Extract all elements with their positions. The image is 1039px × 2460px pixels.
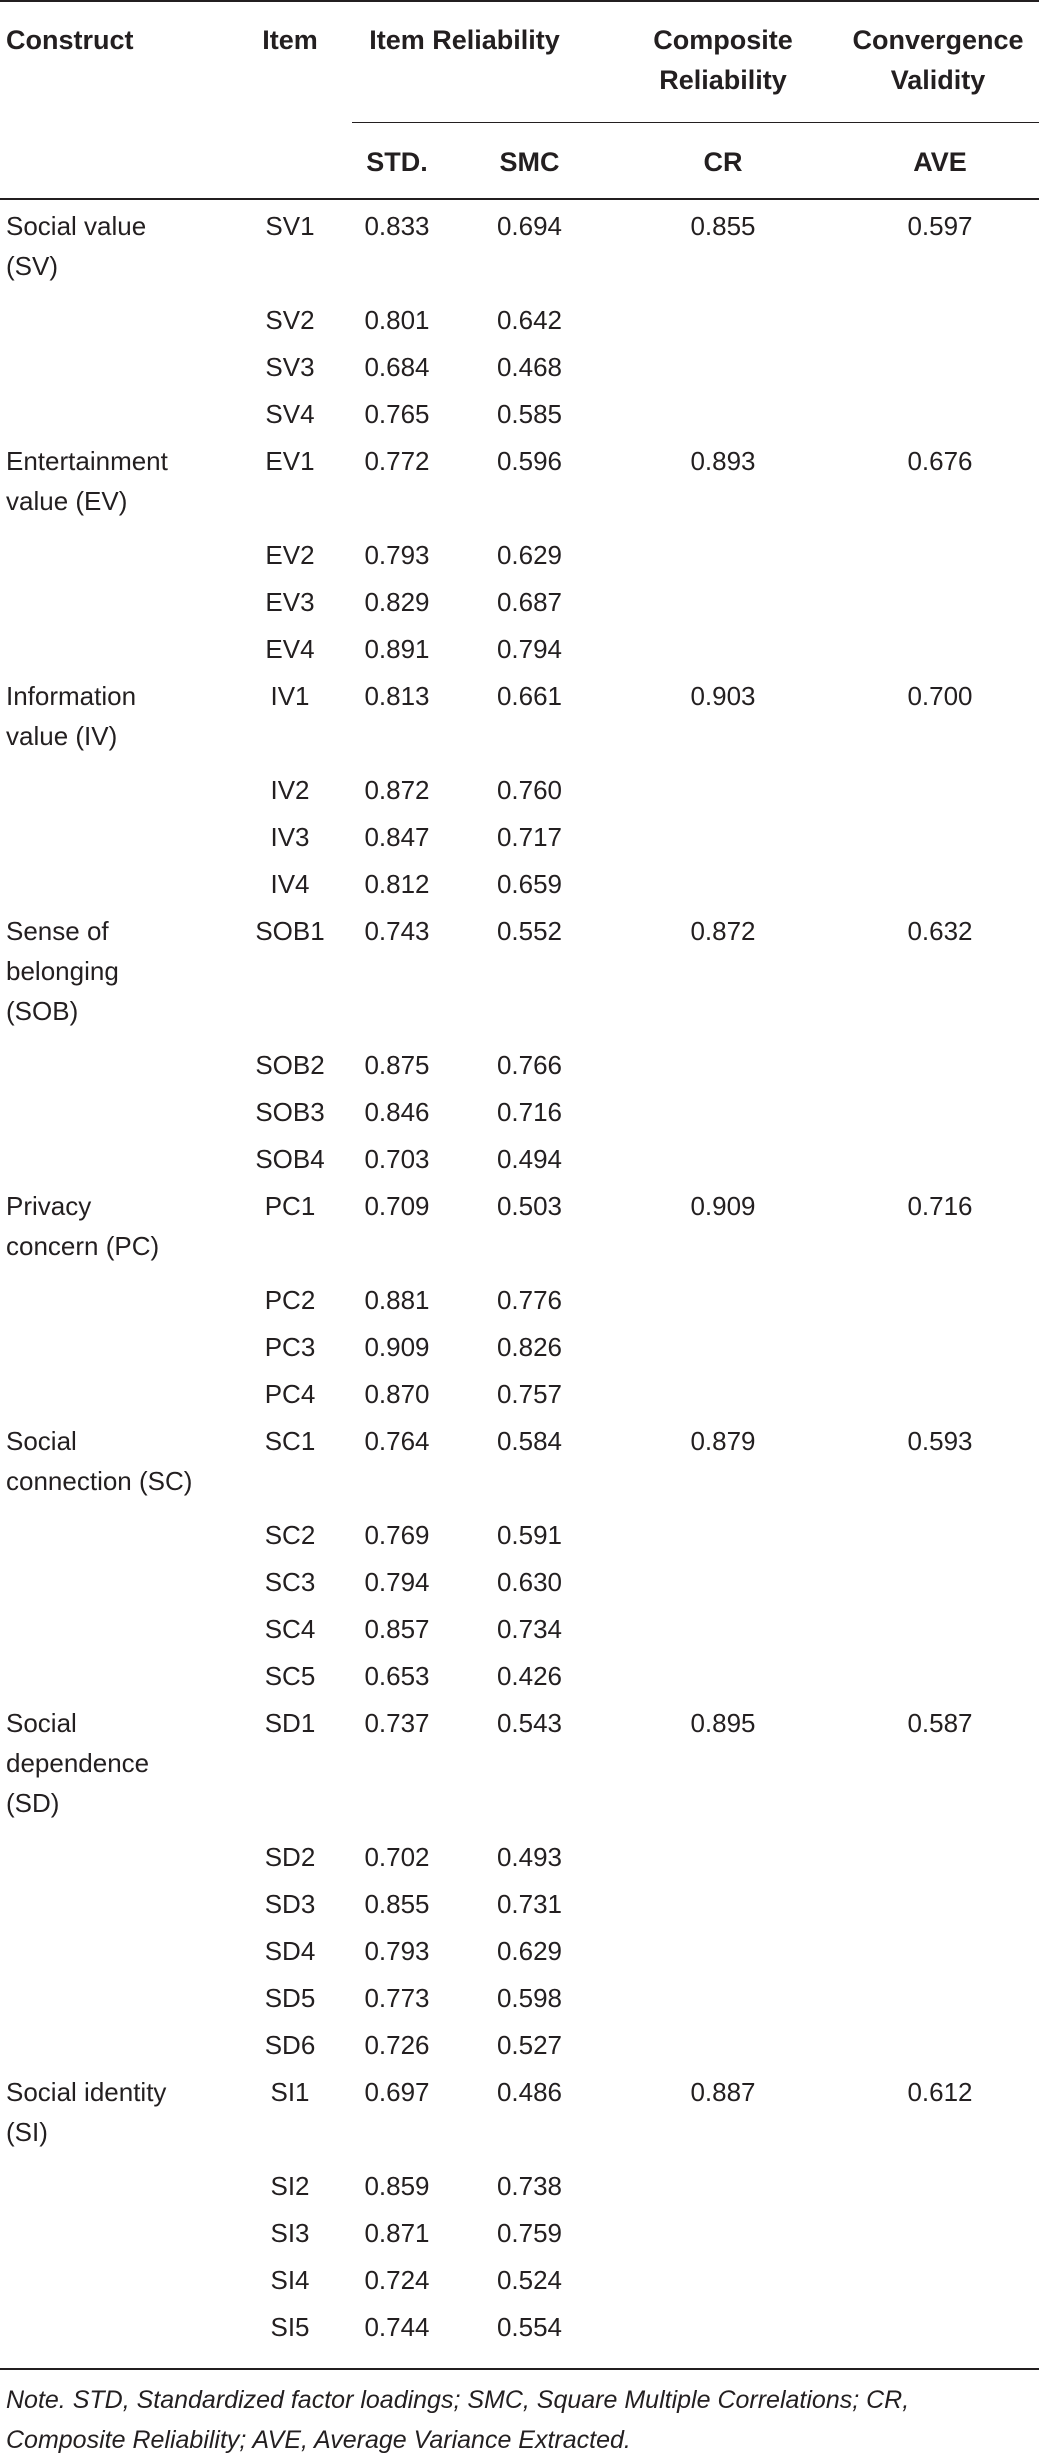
header-convergence-line1: Convergence xyxy=(852,25,1024,55)
item-code: SD5 xyxy=(264,1983,316,2013)
table-row xyxy=(0,441,1039,535)
construct-name-line: Entertainment xyxy=(6,446,168,476)
std-value: 0.703 xyxy=(364,1144,430,1174)
table-row xyxy=(0,911,1039,1045)
table-row xyxy=(0,1884,1039,1931)
header-divider xyxy=(352,122,1039,123)
construct-name-line: Social identity xyxy=(6,2077,167,2107)
std-value: 0.881 xyxy=(364,1285,430,1315)
table-note-text xyxy=(0,2370,1039,2460)
table-row xyxy=(0,1374,1039,1421)
smc-value: 0.776 xyxy=(496,1285,563,1315)
std-value: 0.744 xyxy=(364,2312,430,2342)
std-value: 0.891 xyxy=(364,634,430,664)
item-code: SV3 xyxy=(265,352,315,382)
std-value: 0.875 xyxy=(364,1050,430,1080)
smc-value: 0.717 xyxy=(496,822,563,852)
table-row xyxy=(0,2166,1039,2213)
item-code: PC2 xyxy=(264,1285,316,1315)
smc-value: 0.630 xyxy=(496,1567,563,1597)
construct-name-line: (SD) xyxy=(6,1788,60,1818)
item-code: SC3 xyxy=(264,1567,316,1597)
item-code: SI3 xyxy=(270,2218,310,2248)
table-row xyxy=(0,394,1039,441)
table-row xyxy=(0,347,1039,394)
std-value: 0.829 xyxy=(364,587,430,617)
smc-value: 0.757 xyxy=(496,1379,563,1409)
smc-value: 0.596 xyxy=(496,446,563,476)
construct-name-line: (SOB) xyxy=(6,996,79,1026)
smc-value: 0.591 xyxy=(496,1520,563,1550)
construct-name xyxy=(6,1421,216,1501)
std-value: 0.702 xyxy=(364,1842,430,1872)
header-smc: SMC xyxy=(499,147,560,177)
item-code: EV1 xyxy=(265,446,315,476)
smc-value: 0.642 xyxy=(496,305,563,335)
item-code: SC4 xyxy=(264,1614,316,1644)
table-note xyxy=(0,2368,1039,2460)
smc-value: 0.503 xyxy=(496,1191,563,1221)
ave-value: 0.632 xyxy=(907,916,973,946)
smc-value: 0.759 xyxy=(496,2218,563,2248)
table-row xyxy=(0,1978,1039,2025)
smc-value: 0.661 xyxy=(496,681,563,711)
std-value: 0.859 xyxy=(364,2171,430,2201)
item-code: PC4 xyxy=(264,1379,316,1409)
construct-name-line: Social value xyxy=(6,211,147,241)
item-code: SOB3 xyxy=(255,1097,325,1127)
smc-value: 0.527 xyxy=(496,2030,563,2060)
table-row xyxy=(0,582,1039,629)
construct-name-line: (SV) xyxy=(6,251,58,281)
construct-name xyxy=(6,676,216,756)
ave-value: 0.716 xyxy=(907,1191,973,1221)
std-value: 0.833 xyxy=(364,211,430,241)
std-value: 0.793 xyxy=(364,540,430,570)
header-convergence-line2: Validity xyxy=(890,65,986,95)
smc-value: 0.694 xyxy=(496,211,563,241)
std-value: 0.847 xyxy=(364,822,430,852)
std-value: 0.769 xyxy=(364,1520,430,1550)
std-value: 0.812 xyxy=(364,869,430,899)
smc-value: 0.731 xyxy=(496,1889,563,1919)
item-code: IV4 xyxy=(270,869,310,899)
item-code: PC1 xyxy=(264,1191,316,1221)
construct-name-line: value (IV) xyxy=(6,721,118,751)
item-code: SOB4 xyxy=(255,1144,325,1174)
ave-value: 0.587 xyxy=(907,1708,973,1738)
table-row xyxy=(0,1931,1039,1978)
note-line: Note. STD, Standardized factor loadings; SMC, Square Multiple Correlations; CR, xyxy=(6,2386,910,2414)
ave-value: 0.597 xyxy=(907,211,973,241)
smc-value: 0.687 xyxy=(496,587,563,617)
table-row xyxy=(0,770,1039,817)
smc-value: 0.494 xyxy=(496,1144,563,1174)
item-code: SC1 xyxy=(264,1426,316,1456)
item-code: PC3 xyxy=(264,1332,316,1362)
construct-name-line: value (EV) xyxy=(6,486,128,516)
item-code: SD6 xyxy=(264,2030,316,2060)
item-code: IV2 xyxy=(270,775,310,805)
std-value: 0.871 xyxy=(364,2218,430,2248)
construct-name-line: Privacy xyxy=(6,1191,92,1221)
item-code: IV1 xyxy=(270,681,310,711)
construct-name-line: (SI) xyxy=(6,2117,48,2147)
header-cr: CR xyxy=(703,147,743,177)
smc-value: 0.493 xyxy=(496,1842,563,1872)
std-value: 0.684 xyxy=(364,352,430,382)
item-code: SOB2 xyxy=(255,1050,325,1080)
table-row xyxy=(0,1280,1039,1327)
std-value: 0.764 xyxy=(364,1426,430,1456)
item-code: SI2 xyxy=(270,2171,310,2201)
smc-value: 0.629 xyxy=(496,1936,563,1966)
table-row xyxy=(0,1656,1039,1703)
item-code: IV3 xyxy=(270,822,310,852)
std-value: 0.794 xyxy=(364,1567,430,1597)
smc-value: 0.554 xyxy=(496,2312,563,2342)
table-row xyxy=(0,1562,1039,1609)
table-row xyxy=(0,1515,1039,1562)
smc-value: 0.794 xyxy=(496,634,563,664)
cr-value: 0.887 xyxy=(690,2077,756,2107)
construct-name xyxy=(6,1186,216,1266)
smc-value: 0.716 xyxy=(496,1097,563,1127)
table-row xyxy=(0,206,1039,300)
table-row xyxy=(0,1186,1039,1280)
table-row xyxy=(0,2072,1039,2166)
item-code: SV4 xyxy=(265,399,315,429)
smc-value: 0.585 xyxy=(496,399,563,429)
header-composite-line2: Reliability xyxy=(659,65,787,95)
cr-value: 0.893 xyxy=(690,446,756,476)
table-row xyxy=(0,2213,1039,2260)
item-code: SC5 xyxy=(264,1661,316,1691)
table-row xyxy=(0,1139,1039,1186)
item-code: SI4 xyxy=(270,2265,310,2295)
header-std: STD. xyxy=(366,147,428,177)
item-code: SD4 xyxy=(264,1936,316,1966)
item-code: SOB1 xyxy=(255,916,325,946)
std-value: 0.846 xyxy=(364,1097,430,1127)
smc-value: 0.598 xyxy=(496,1983,563,2013)
std-value: 0.726 xyxy=(364,2030,430,2060)
item-code: SD3 xyxy=(264,1889,316,1919)
header-construct: Construct xyxy=(6,25,134,55)
table-row xyxy=(0,300,1039,347)
header-ave: AVE xyxy=(913,147,967,177)
ave-value: 0.612 xyxy=(907,2077,973,2107)
cr-value: 0.872 xyxy=(690,916,756,946)
std-value: 0.870 xyxy=(364,1379,430,1409)
item-code: SD2 xyxy=(264,1842,316,1872)
std-value: 0.793 xyxy=(364,1936,430,1966)
construct-name xyxy=(6,206,216,286)
std-value: 0.909 xyxy=(364,1332,430,1362)
std-value: 0.709 xyxy=(364,1191,430,1221)
table-row xyxy=(0,1703,1039,1837)
construct-name-line: Social xyxy=(6,1426,77,1456)
std-value: 0.724 xyxy=(364,2265,430,2295)
header-composite-line1: Composite xyxy=(653,25,793,55)
std-value: 0.872 xyxy=(364,775,430,805)
std-value: 0.857 xyxy=(364,1614,430,1644)
ave-value: 0.700 xyxy=(907,681,973,711)
table-row xyxy=(0,676,1039,770)
smc-value: 0.552 xyxy=(496,916,563,946)
table-row xyxy=(0,1837,1039,1884)
table-row xyxy=(0,864,1039,911)
item-code: SV1 xyxy=(265,211,315,241)
item-code: SC2 xyxy=(264,1520,316,1550)
smc-value: 0.760 xyxy=(496,775,563,805)
std-value: 0.653 xyxy=(364,1661,430,1691)
cr-value: 0.903 xyxy=(690,681,756,711)
ave-value: 0.593 xyxy=(907,1426,973,1456)
item-code: EV2 xyxy=(265,540,315,570)
smc-value: 0.468 xyxy=(496,352,563,382)
smc-value: 0.486 xyxy=(496,2077,563,2107)
header-item: Item xyxy=(262,25,318,55)
smc-value: 0.543 xyxy=(496,1708,563,1738)
cr-value: 0.909 xyxy=(690,1191,756,1221)
std-value: 0.772 xyxy=(364,446,430,476)
smc-value: 0.584 xyxy=(496,1426,563,1456)
table-row xyxy=(0,1609,1039,1656)
smc-value: 0.629 xyxy=(496,540,563,570)
std-value: 0.737 xyxy=(364,1708,430,1738)
table-row xyxy=(0,1421,1039,1515)
smc-value: 0.734 xyxy=(496,1614,563,1644)
std-value: 0.743 xyxy=(364,916,430,946)
construct-name-line: belonging xyxy=(6,956,119,986)
header-item-reliability: Item Reliability xyxy=(369,25,560,55)
table-row xyxy=(0,629,1039,676)
item-code: SI5 xyxy=(270,2312,310,2342)
smc-value: 0.524 xyxy=(496,2265,563,2295)
std-value: 0.855 xyxy=(364,1889,430,1919)
item-code: SD1 xyxy=(264,1708,316,1738)
std-value: 0.801 xyxy=(364,305,430,335)
construct-name-line: dependence xyxy=(6,1748,150,1778)
construct-name-line: Sense of xyxy=(6,916,109,946)
smc-value: 0.766 xyxy=(496,1050,563,1080)
item-code: SI1 xyxy=(270,2077,310,2107)
table-row xyxy=(0,2260,1039,2307)
cr-value: 0.895 xyxy=(690,1708,756,1738)
construct-name-line: Social xyxy=(6,1708,77,1738)
ave-value: 0.676 xyxy=(907,446,973,476)
item-code: EV3 xyxy=(265,587,315,617)
smc-value: 0.426 xyxy=(496,1661,563,1691)
note-line: Composite Reliability; AVE, Average Variance Extracted. xyxy=(6,2426,631,2454)
construct-name xyxy=(6,441,216,521)
item-code: SV2 xyxy=(265,305,315,335)
table-row xyxy=(0,817,1039,864)
table-row xyxy=(0,2025,1039,2072)
std-value: 0.773 xyxy=(364,1983,430,2013)
std-value: 0.765 xyxy=(364,399,430,429)
std-value: 0.813 xyxy=(364,681,430,711)
smc-value: 0.738 xyxy=(496,2171,563,2201)
cr-value: 0.855 xyxy=(690,211,756,241)
construct-name xyxy=(6,2072,216,2152)
table-row xyxy=(0,1045,1039,1092)
construct-name-line: concern (PC) xyxy=(6,1231,160,1261)
table-header xyxy=(0,0,1039,200)
std-value: 0.697 xyxy=(364,2077,430,2107)
table-row xyxy=(0,535,1039,582)
smc-value: 0.826 xyxy=(496,1332,563,1362)
item-code: EV4 xyxy=(265,634,315,664)
table-row xyxy=(0,1327,1039,1374)
construct-name-line: connection (SC) xyxy=(6,1466,193,1496)
cr-value: 0.879 xyxy=(690,1426,756,1456)
table-row xyxy=(0,2307,1039,2354)
table-row xyxy=(0,1092,1039,1139)
construct-name-line: Information xyxy=(6,681,137,711)
construct-name xyxy=(6,911,216,1031)
construct-name xyxy=(6,1703,216,1823)
smc-value: 0.659 xyxy=(496,869,563,899)
